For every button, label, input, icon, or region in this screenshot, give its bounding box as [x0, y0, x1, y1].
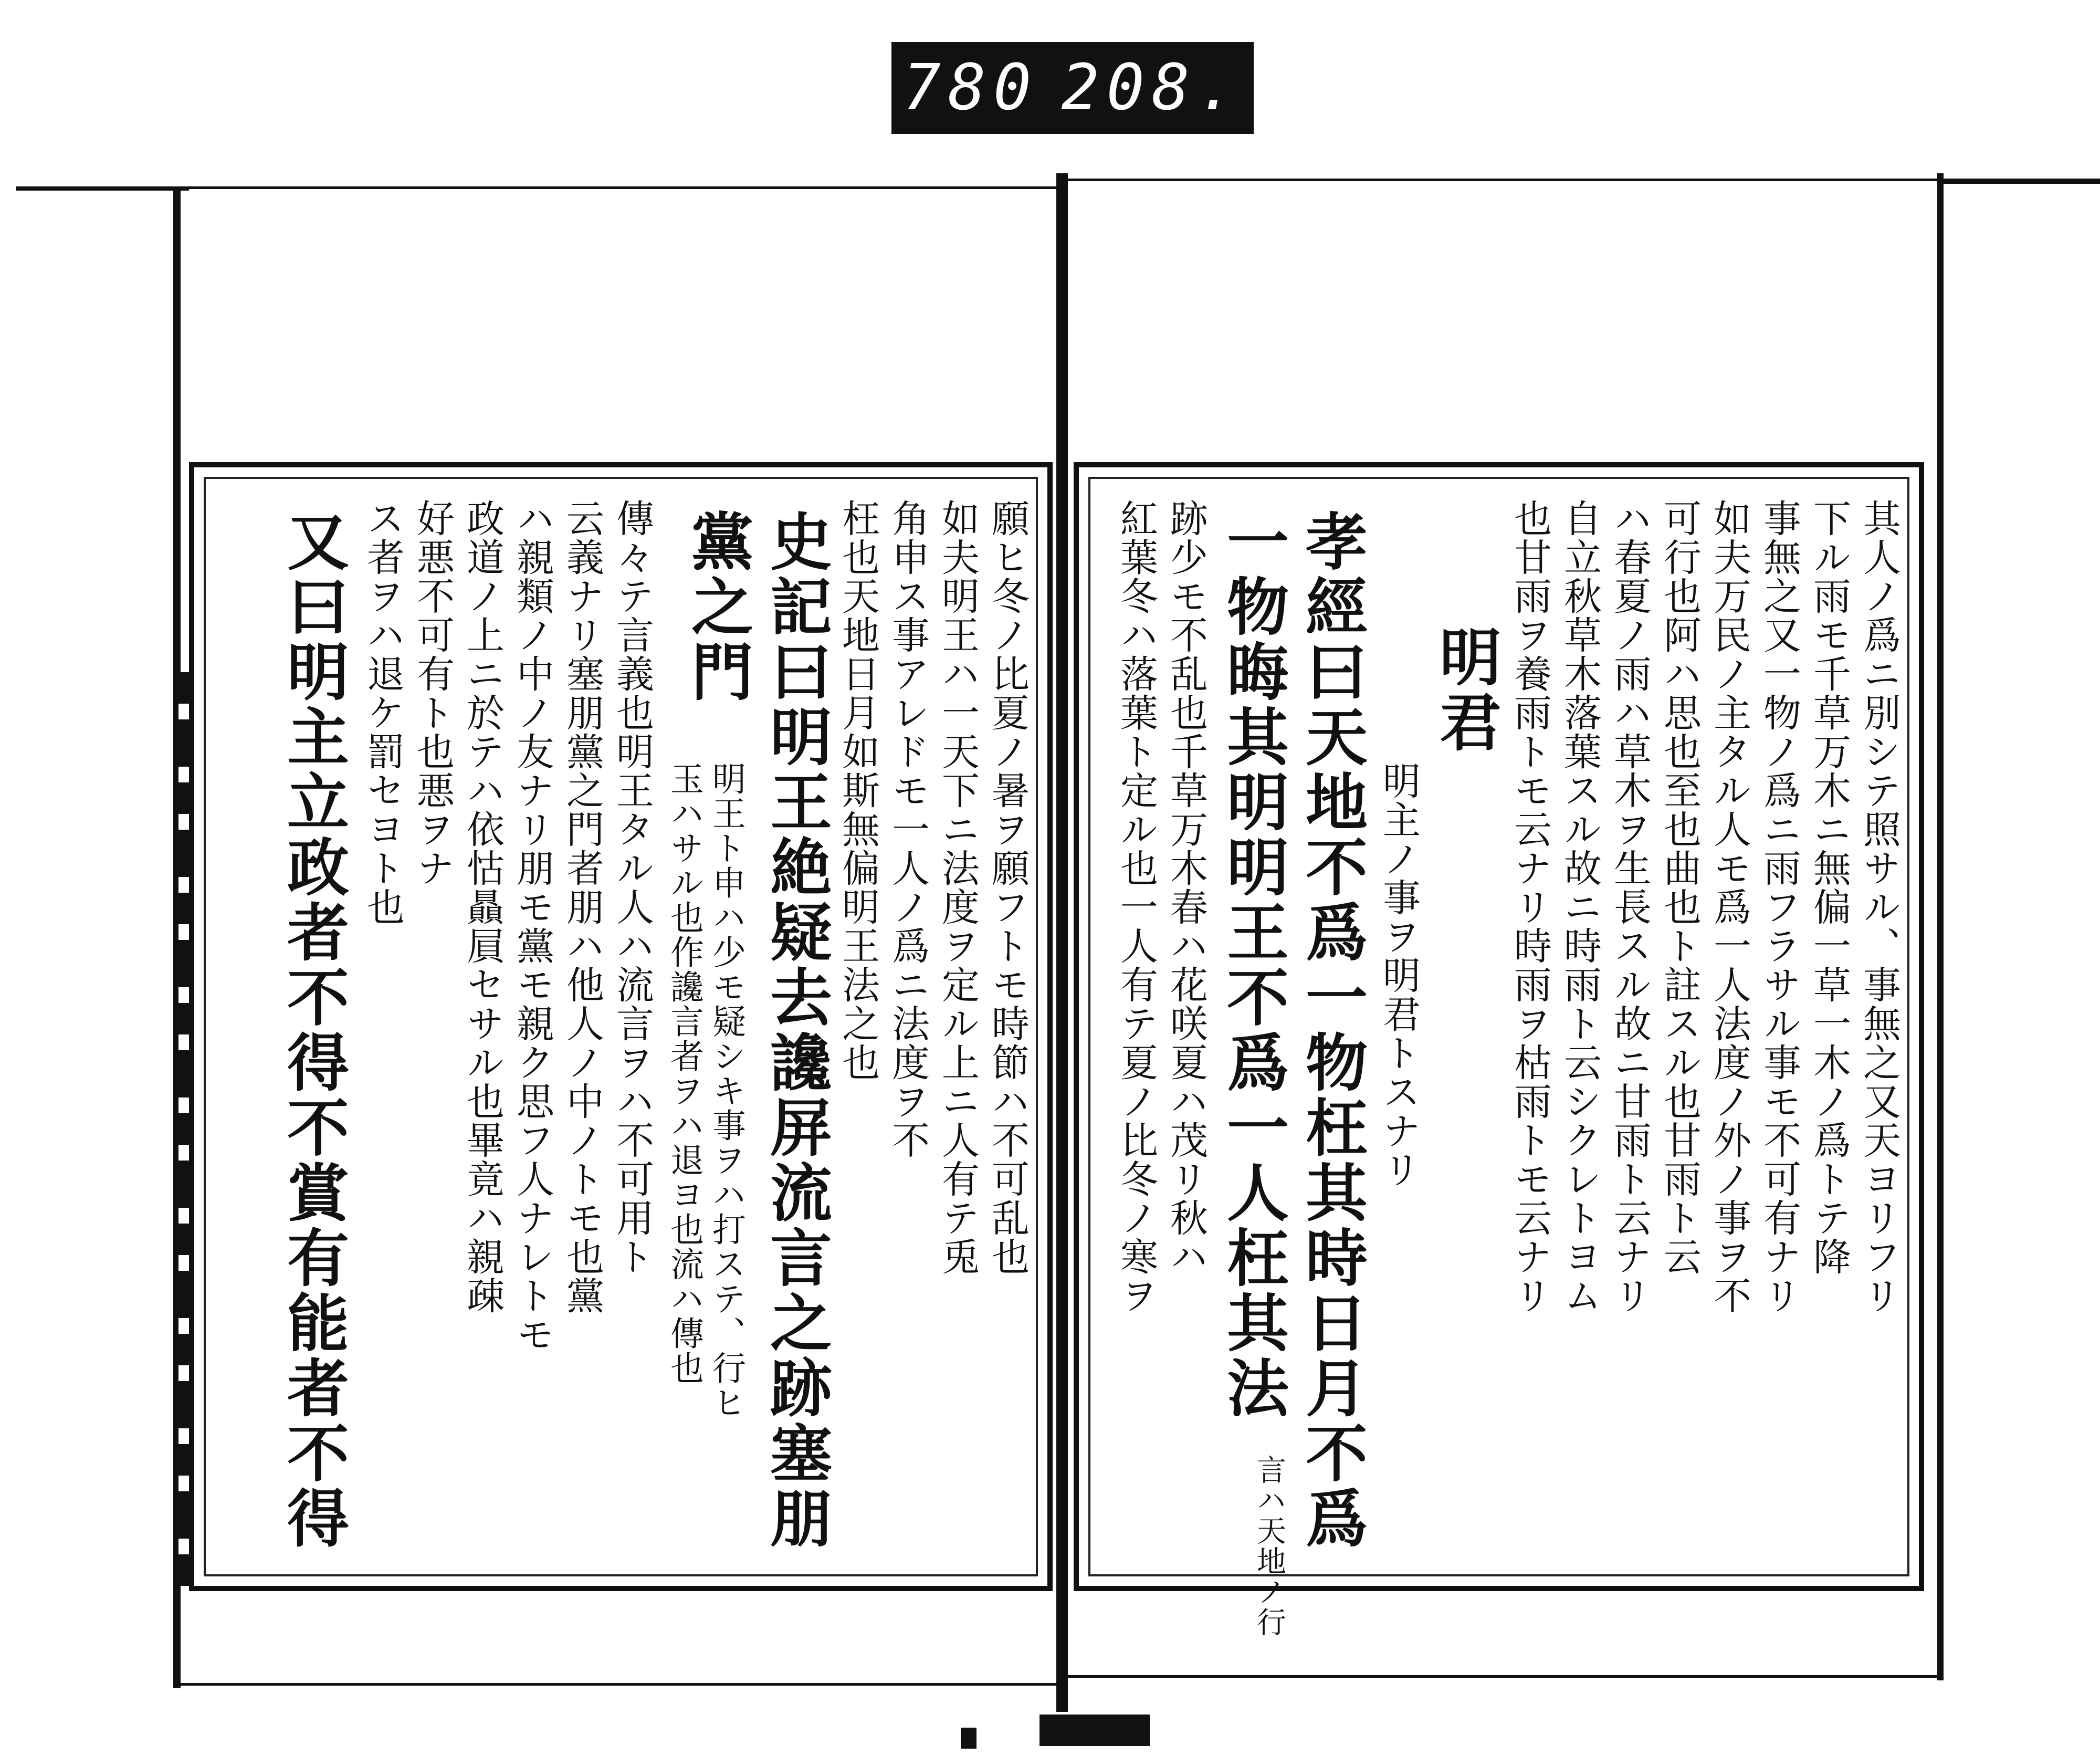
frame-number: 208.: [1061, 51, 1243, 124]
text-column: 其人ノ爲ニ別シテ照サル、事無之又天ヨリフリ: [1857, 499, 1901, 1315]
text-column: 也甘雨ヲ養雨トモ云ナリ時雨ヲ枯雨トモ云ナリ: [1508, 499, 1552, 1315]
bottom-edge-left: [178, 1683, 1066, 1686]
top-edge-right: [1058, 179, 1940, 181]
text-column: 可行也阿ハ思也至也曲也ト註スル也甘雨ト云: [1657, 499, 1702, 1276]
quotation-column: 史記曰明王絶疑去讒屏流言之跡塞朋: [760, 509, 833, 1551]
text-column: 玉ハサル也作讒言者ヲハ退ヨ也流ハ傳也: [665, 761, 704, 1385]
annotation-column: 言ハ天地ノ行: [1252, 1455, 1286, 1637]
right-page: [1074, 462, 1924, 1637]
page-gutter: [1056, 173, 1068, 1712]
text-column: 明王ト申ハ少モ疑シキ事ヲハ打ステ、行ヒ: [707, 761, 746, 1420]
text-column: ハ親類ノ中ノ友ナリ朋モ黨モ親ク思フ人ナレトモ: [510, 499, 554, 1354]
text-column: 云義ナリ塞朋黨之門者朋ハ他人ノ中ノトモ也黨: [560, 499, 604, 1315]
right-edge-rule: [1937, 173, 1944, 1680]
quotation-column: 孝經曰天地不爲一物枉其時日月不爲: [1295, 509, 1368, 1551]
text-column: 自立秋草木落葉スル故ニ時雨ト云シクレトヨム: [1558, 499, 1602, 1315]
quotation-column: 又曰明主立政者不得不賞有能者不得: [277, 509, 350, 1551]
text-column: 下ル雨モ千草万木ニ無偏一草一木ノ爲トテ降: [1807, 499, 1851, 1276]
text-column: 政道ノ上ニ於テハ依怙贔屓セサル也畢竟ハ親疎: [460, 499, 505, 1315]
film-number: 780: [902, 51, 1039, 124]
top-rule-left: [16, 186, 189, 191]
text-column: 事無之又一物ノ爲ニ雨フラサル事モ不可有ナリ: [1757, 499, 1801, 1315]
quotation-column: 一物晦其明明王不爲一人枉其法: [1216, 509, 1289, 1421]
text-column: 如夫万民ノ主タル人モ爲一人法度ノ外ノ事ヲ不: [1707, 499, 1751, 1315]
text-column: ハ春夏ノ雨ハ草木ヲ生長スル故ニ甘雨ト云ナリ: [1608, 499, 1652, 1315]
text-column: 紅葉冬ハ落葉ト定ル也一人有テ夏ノ比冬ノ寒ヲ: [1114, 499, 1158, 1315]
text-column: 角申ス事アレドモ一人ノ爲ニ法度ヲ不: [886, 499, 930, 1159]
bottom-binding-mark: [1040, 1715, 1150, 1746]
text-column: 傳々テ言義也明王タル人ハ流言ヲハ不可用ト: [610, 499, 654, 1276]
text-column: 跡少モ不乱也千草万木春ハ花咲夏ハ茂リ秋ハ: [1164, 499, 1208, 1276]
section-heading: 明君: [1429, 625, 1502, 755]
text-column: 如夫明王ハ一天下ニ法度ヲ定ル上ニ人有テ兎: [936, 499, 980, 1276]
text-column: 好悪不可有ト也悪ヲナ: [411, 499, 455, 887]
top-edge-left: [173, 186, 1066, 189]
bottom-small-mark: [961, 1728, 976, 1749]
text-column: ス者ヲハ退ケ罰セヨト也: [361, 499, 405, 926]
left-page: [189, 462, 1053, 1591]
text-column: 願ヒ冬ノ比夏ノ暑ヲ願フトモ時節ハ不可乱也: [985, 499, 1030, 1276]
text-column: 枉也天地日月如斯無偏明王法之也: [836, 499, 880, 1082]
quotation-column: 黨之門: [681, 509, 754, 705]
top-rule-right: [1942, 179, 2100, 184]
bottom-edge-right: [1066, 1675, 1937, 1678]
annotation-column: 明主ノ事ヲ明君トスナリ: [1377, 761, 1421, 1189]
film-frame-label: [891, 42, 1254, 134]
